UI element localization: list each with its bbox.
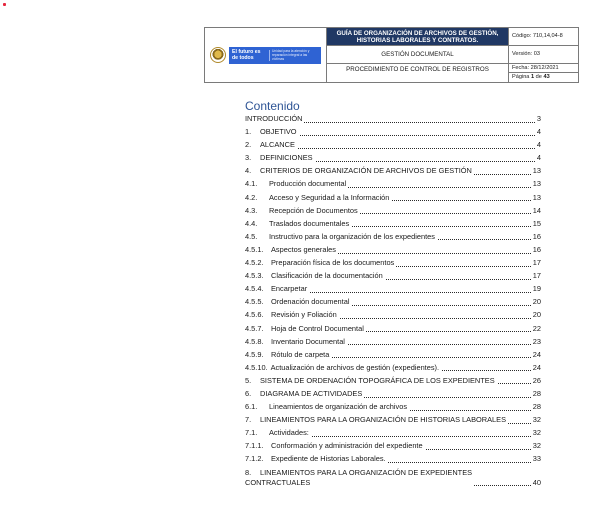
toc-entry-page: 4 <box>536 153 541 163</box>
toc-entry-label: LINEAMIENTOS PARA LA ORGANIZACIÓN DE EXPEDIENTES <box>260 467 473 477</box>
toc-entry-page: 28 <box>532 388 541 398</box>
toc-entry-text <box>245 284 309 294</box>
toc-entry[interactable] <box>245 245 541 258</box>
toc-entry-page: 22 <box>532 323 541 333</box>
toc-entry-page: 16 <box>532 244 541 254</box>
toc-entry[interactable] <box>245 337 541 350</box>
toc-entry-label: Producción documental <box>269 179 347 189</box>
document-code: Código: 710,14,04-8 <box>509 28 579 46</box>
toc-entry[interactable] <box>245 127 541 140</box>
toc-entry-number: 3. <box>245 153 252 163</box>
toc-entry-page: 13 <box>532 179 541 189</box>
toc-entry-label: Hoja de Control Documental <box>271 323 364 333</box>
toc-entry-label: Ordenación documental <box>271 297 350 307</box>
toc-entry-text <box>245 350 331 360</box>
toc-entry-text <box>245 206 360 216</box>
toc-entry-text <box>245 337 347 347</box>
toc-entry-text <box>245 454 388 464</box>
toc-entry-label: Instructivo para la organización de los expedientes <box>269 231 435 241</box>
toc-entry[interactable] <box>245 193 541 206</box>
toc-entry-label: CRITERIOS DE ORGANIZACIÓN DE ARCHIVOS DE GESTIÓN <box>260 166 472 176</box>
toc-entry-page: 13 <box>532 192 541 202</box>
toc-entry-number: 4.5.6. <box>245 310 264 320</box>
toc-entry-text <box>245 114 304 124</box>
toc-entry-text <box>245 245 338 255</box>
toc-entry-label: Actividades: <box>269 428 309 438</box>
toc-entry-number: 7.1.2. <box>245 454 264 464</box>
toc-entry-label: Rótulo de carpeta <box>271 349 330 359</box>
toc-entry-label: Expediente de Historias Laborales. <box>271 454 386 464</box>
toc-entry-number: 4.5. <box>245 231 258 241</box>
toc-entry-text <box>245 127 299 137</box>
toc-entry-page: 24 <box>532 349 541 359</box>
toc-entry-label: Inventario Documental <box>271 336 345 346</box>
toc-entry-label: Encarpetar <box>271 284 308 294</box>
toc-heading: Contenido <box>245 99 300 113</box>
toc-entry-label: DIAGRAMA DE ACTIVIDADES <box>260 388 363 398</box>
gov-brand-left: El futuro es de todos <box>232 49 261 61</box>
toc-entry[interactable] <box>245 389 541 402</box>
toc-entry-page: 26 <box>532 375 541 385</box>
toc-entry-number: 4.3. <box>245 205 258 215</box>
toc-entry-page: 40 <box>532 477 541 487</box>
toc-entry-text <box>245 179 348 189</box>
toc-entry-page: 15 <box>532 218 541 228</box>
toc-entry[interactable] <box>245 271 541 284</box>
toc-entry-page: 13 <box>532 166 541 176</box>
toc-entry[interactable] <box>245 219 541 232</box>
toc-entry-number: 4.1. <box>245 179 258 189</box>
toc-entry-text <box>245 441 425 451</box>
toc-entry-page: 17 <box>532 271 541 281</box>
toc-entry-number: 6. <box>245 388 252 398</box>
toc-entry[interactable] <box>245 402 541 415</box>
page-current: 1 <box>530 74 535 80</box>
toc-entry[interactable] <box>245 206 541 219</box>
government-logo <box>229 47 321 64</box>
toc-entry-number: 7.1.1. <box>245 441 264 451</box>
toc-entry-number: 4.5.2. <box>245 258 264 268</box>
toc-entry-page: 20 <box>532 310 541 320</box>
document-date: Fecha: 28/12/2021 <box>509 64 579 73</box>
toc-entry-label: Recepción de Documentos <box>269 205 358 215</box>
toc-entry[interactable] <box>245 258 541 271</box>
page-prefix: Página <box>512 74 531 80</box>
toc-entry-label: ALCANCE <box>260 140 295 150</box>
toc-entry-number: 7. <box>245 415 252 425</box>
toc-entry-number: 4.4. <box>245 218 258 228</box>
toc-entry-text <box>245 415 508 425</box>
toc-entry[interactable] <box>245 454 541 467</box>
toc-entry-page: 14 <box>532 205 541 215</box>
toc-entry-number: 8. <box>245 467 252 477</box>
toc-entry-label: Aspectos generales <box>271 244 336 254</box>
toc-entry-page: 32 <box>532 415 541 425</box>
toc-entry[interactable] <box>245 468 541 488</box>
toc-entry-label: SISTEMA DE ORDENACIÓN TOPOGRÁFICA DE LOS EXPEDIENTES <box>260 375 495 385</box>
gov-brand-divider <box>269 50 270 61</box>
toc-entry-text <box>245 297 351 307</box>
toc-entry-page: 23 <box>532 336 541 346</box>
toc-entry[interactable] <box>245 310 541 323</box>
toc-entry-text <box>245 166 474 176</box>
toc-entry-number: 4.2. <box>245 192 258 202</box>
toc-entry-label: Clasificación de la documentación <box>271 271 383 281</box>
toc-entry-page: 17 <box>532 258 541 268</box>
toc-entry-text <box>245 258 396 268</box>
toc-entry-text <box>245 363 441 373</box>
toc-entry-label: Preparación física de los documentos <box>271 258 395 268</box>
page-of: de <box>534 74 544 80</box>
toc-entry-page: 20 <box>532 297 541 307</box>
toc-entry-label: INTRODUCCIÓN <box>245 114 303 123</box>
toc-entry-number: 4.5.3. <box>245 271 264 281</box>
toc-entry-number: 4. <box>245 166 252 176</box>
toc-entry-label: Lineamientos de organización de archivos <box>269 402 408 412</box>
toc-entry[interactable] <box>245 415 541 428</box>
toc-entry-text <box>245 271 385 281</box>
toc-entry-page: 4 <box>536 127 541 137</box>
toc-entry[interactable] <box>245 179 541 192</box>
toc-entry-label: Revisión y Foliación <box>271 310 337 320</box>
toc-entry[interactable] <box>245 284 541 297</box>
toc-entry-text <box>245 402 409 412</box>
document-area: GESTIÓN DOCUMENTAL <box>327 46 509 64</box>
document-version: Versión: 03 <box>509 46 579 64</box>
toc-entry-label: OBJETIVO <box>260 127 297 137</box>
toc-entry-text <box>245 193 391 203</box>
toc-entry-number: 6.1. <box>245 402 258 412</box>
toc-entry-number: 4.5.9. <box>245 349 264 359</box>
toc-entry-page: 32 <box>532 428 541 438</box>
page-total: 43 <box>543 74 550 80</box>
toc-entry-text <box>245 376 497 386</box>
toc-entry-number: 4.5.1. <box>245 244 264 254</box>
toc-entry-label: Conformación y administración del expediente <box>271 441 423 451</box>
table-of-contents <box>245 114 541 488</box>
toc-entry-label: Actualización de archivos de gestión (expedientes). <box>270 362 440 372</box>
toc-entry-text <box>245 389 364 399</box>
toc-entry[interactable] <box>245 140 541 153</box>
toc-entry-number: 7.1. <box>245 428 258 438</box>
toc-entry-page: 19 <box>532 284 541 294</box>
toc-entry[interactable] <box>245 166 541 179</box>
toc-entry-page: 24 <box>532 362 541 372</box>
toc-entry[interactable] <box>245 350 541 363</box>
toc-entry-page: 28 <box>532 402 541 412</box>
toc-entry[interactable] <box>245 114 541 127</box>
toc-entry-number: 4.5.10. <box>245 362 268 372</box>
toc-entry[interactable] <box>245 324 541 337</box>
toc-entry[interactable] <box>245 153 541 166</box>
toc-entry-number: 1. <box>245 127 252 137</box>
toc-entry[interactable] <box>245 428 541 441</box>
toc-entry[interactable] <box>245 232 541 245</box>
gov-brand-right: Unidad para la atención y reparación integral a las víctimas <box>272 49 310 61</box>
toc-entry-page: 4 <box>536 140 541 150</box>
toc-entry-number: 4.5.7. <box>245 323 264 333</box>
document-title: GUÍA DE ORGANIZACIÓN DE ARCHIVOS DE GESTIÓN, HISTORIAS LABORALES Y CONTRATOS. <box>327 28 509 46</box>
toc-entry-page: 33 <box>532 454 541 464</box>
toc-entry-text <box>245 140 297 150</box>
document-procedure: PROCEDIMIENTO DE CONTROL DE REGISTROS <box>327 64 509 82</box>
coat-of-arms-icon <box>210 47 226 63</box>
toc-entry-number: 2. <box>245 140 252 150</box>
toc-entry[interactable] <box>245 297 541 310</box>
toc-entry-number: 4.5.8. <box>245 336 264 346</box>
logo-cell <box>205 28 327 82</box>
toc-entry-page: 32 <box>532 441 541 451</box>
toc-entry-text <box>245 232 437 242</box>
toc-entry-label: LINEAMIENTOS PARA LA ORGANIZACIÓN DE HISTORIAS LABORALES <box>260 415 507 425</box>
toc-entry-label-continued: CONTRACTUALES <box>245 477 311 487</box>
corner-mark <box>3 3 6 6</box>
toc-entry-page: 3 <box>536 114 541 123</box>
toc-entry-label: Traslados documentales <box>269 218 350 228</box>
toc-entry-number: 5. <box>245 375 252 385</box>
document-header <box>204 27 579 83</box>
toc-entry-label: DEFINICIONES <box>260 153 313 163</box>
toc-entry-text <box>245 324 366 334</box>
toc-entry[interactable] <box>245 363 541 376</box>
toc-entry-text <box>245 468 474 488</box>
toc-entry-number: 4.5.4. <box>245 284 264 294</box>
toc-entry[interactable] <box>245 441 541 454</box>
document-page-number <box>509 73 579 82</box>
toc-entry-label: Acceso y Seguridad a la Información <box>269 192 390 202</box>
toc-entry-text <box>245 219 351 229</box>
toc-entry-text <box>245 153 315 163</box>
toc-entry-text <box>245 428 311 438</box>
toc-entry-text <box>245 310 339 320</box>
toc-entry-page: 16 <box>532 231 541 241</box>
toc-entry-number: 4.5.5. <box>245 297 264 307</box>
toc-entry[interactable] <box>245 376 541 389</box>
